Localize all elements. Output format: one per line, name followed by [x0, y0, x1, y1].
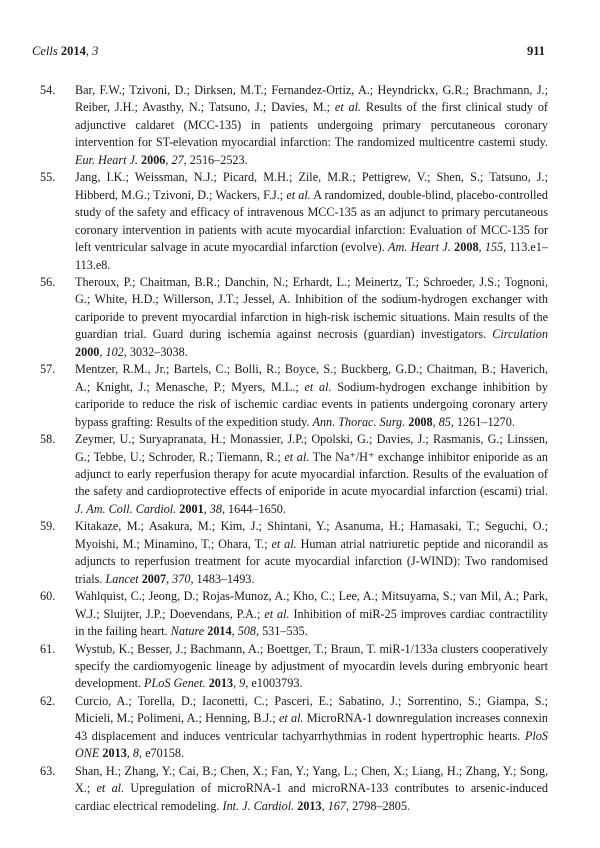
reference-volume: 167 — [327, 798, 346, 813]
journal-name: Cells — [32, 44, 58, 58]
reference-year: 2006 — [141, 152, 166, 167]
reference-title: Inhibition of miR-25 improves cardiac contractility in the failing heart. — [75, 606, 548, 639]
reference-journal: Ann. Thorac. Surg. — [312, 414, 406, 429]
reference-item: 59. Kitakaze, M.; Asakura, M.; Kim, J.; Shintani, Y.; Asanuma, H.; Hamasaki, T.; Seguchi, O.; Myoishi, M.; Minamino, T.; Ohara, T.; et al. Human atrial natriuretic peptide and nicorandil as adjuncts to reperfusion treatment for acute myocardial infarction (J-WIND): Two randomised trials. Lancet 2007, 370, 1483–1493. — [40, 519, 548, 586]
reference-et-al: et al. — [334, 100, 362, 115]
reference-item: 54. Bar, F.W.; Tzivoni, D.; Dirksen, M.T.; Fernandez-Ortiz, A.; Heyndrickx, G.R.; Brachmann, J.; Reiber, J.H.; Avasthy, N.; Tatsuno, J.; Davies, M.; et al. Results of the first clinical study of adjunctive caldaret (MCC-135) in patients undergoing primary percutaneous coronary intervention for ST-elevation myocardial infarction: The randomized multicentre castemi study. Eur. Heart J. 2006, 27, 2516–2523. — [40, 83, 548, 167]
reference-et-al: et al. — [286, 187, 311, 202]
reference-et-al: et al. — [278, 711, 304, 726]
reference-number: 58. — [40, 432, 56, 447]
reference-volume: 27 — [171, 152, 184, 167]
reference-year: 2008 — [454, 240, 479, 255]
reference-authors: Bar, F.W.; Tzivoni, D.; Dirksen, M.T.; Fernandez-Ortiz, A.; Heyndrickx, G.R.; Brachmann, J.; Reiber, J.H.; Avasthy, N.; Tatsuno, J.; Davies, M.; — [75, 83, 548, 115]
reference-year: 2008 — [408, 414, 433, 429]
reference-volume: 508 — [237, 624, 256, 639]
reference-title: Upregulation of microRNA-1 and microRNA-133 contributes to arsenic-induced cardiac electrical remodeling. — [75, 781, 548, 813]
reference-volume: 85 — [438, 414, 451, 429]
reference-authors: Zeymer, U.; Suryapranata, H.; Monassier, J.P.; Opolski, G.; Davies, J.; Rasmanis, G.; Linssen, G.; Tebbe, U.; Schroder, R.; Tiemann, R.; — [75, 432, 548, 464]
reference-journal: Lancet — [105, 571, 139, 586]
reference-pages: , 113.e1–113.e8. — [75, 240, 548, 272]
reference-number: 55. — [40, 170, 56, 185]
reference-journal: PloS ONE — [75, 728, 548, 761]
reference-volume: 8 — [132, 746, 139, 761]
reference-journal: Eur. Heart J. — [75, 152, 138, 167]
reference-number: 54. — [40, 83, 56, 97]
reference-volume: 102 — [105, 344, 124, 359]
reference-number: 61. — [40, 641, 56, 656]
reference-number: 63. — [40, 763, 56, 778]
reference-item: 55. Jang, I.K.; Weissman, N.J.; Picard, M.H.; Zile, M.R.; Pettigrew, V.; Shen, S.; Tatsuno, J.; Hibberd, M.G.; Tzivoni, D.; Wackers, F.J.; et al. A randomized, double-blind, placebo-controlled study of the safety and efficacy of intravenous MCC-135 as an adjunct to primary percutaneous coronary intervention in patients with acute myocardial infarction: Evaluation of MCC-135 for left ventricular salvage in acute myocardial infarction (evolve). Am. Heart J. 2008, 155, 113.e1–113.e8. — [40, 170, 548, 272]
reference-volume: 9 — [239, 676, 246, 691]
reference-volume: 155 — [484, 240, 504, 255]
reference-title: MicroRNA-1 downregulation increases connexin 43 displacement and induces ventricular tachyarrhythmias in rodent hypertrophic hearts. — [75, 711, 549, 743]
reference-authors: Jang, I.K.; Weissman, N.J.; Picard, M.H.; Zile, M.R.; Pettigrew, V.; Shen, S.; Tatsuno, J.; Hibberd, M.G.; Tzivoni, D.; Wackers, F.J.; — [75, 170, 548, 202]
reference-number: 62. — [40, 693, 56, 708]
reference-item: 58. Zeymer, U.; Suryapranata, H.; Monassier, J.P.; Opolski, G.; Davies, J.; Rasmanis, G.; Linssen, G.; Tebbe, U.; Schroder, R.; Tiemann, R.; et al. The Na⁺/H⁺ exchange inhibitor eniporide as an adjunct to early reperfusion therapy for acute myocardial infarction. Results of the evaluation of the safety and cardioprotective effects of eniporide in acute myocardial infarction (escami) trial. J. Am. Coll. Cardiol. 2001, 38, 1644–1650. — [40, 432, 548, 516]
reference-item: 61. Wystub, K.; Besser, J.; Bachmann, A.; Boettger, T.; Braun, T. miR-1/133a clusters cooperatively specify the cardiomyogenic lineage by adjustment of myocardin levels during embryonic heart development. PLoS Genet. 2013, 9, e1003793. — [40, 641, 548, 691]
reference-journal: Am. Heart J. — [388, 240, 451, 255]
journal-year: 2014 — [60, 44, 86, 58]
page-number: 911 — [526, 44, 545, 58]
reference-authors: Wystub, K.; Besser, J.; Bachmann, A.; Boettger, T.; Braun, T. — [75, 641, 377, 656]
reference-et-al: et al. — [304, 379, 332, 394]
reference-item: 62. Curcio, A.; Torella, D.; Iaconetti, C.; Pasceri, E.; Sabatino, J.; Sorrentino, S.; Giampa, S.; Micieli, M.; Polimeni, A.; Henning, B.J.; et al. MicroRNA-1 downregulation increases connexin 43 displacement and induces ventricular tachyarrhythmias in rodent hypertrophic hearts. PloS ONE 2013, 8, e70158. — [40, 693, 549, 761]
reference-year: 2013 — [102, 746, 127, 761]
reference-et-al: et al. — [271, 536, 297, 551]
reference-year: 2007 — [141, 571, 167, 586]
reference-number: 56. — [40, 274, 56, 289]
reference-number: 59. — [40, 519, 56, 534]
reference-item: 57. Mentzer, R.M., Jr.; Bartels, C.; Bolli, R.; Boyce, S.; Buckberg, G.D.; Chaitman, B.; Haverich, A.; Knight, J.; Menasche, P.; Myers, M.L.; et al. Sodium-hydrogen exchange inhibition by cariporide to reduce the risk of ischemic cardiac events in patients undergoing coronary artery bypass grafting: Results of the expedition study. Ann. Thorac. Surg. 2008, 85, 1261–1270. — [40, 362, 548, 429]
reference-year: 2001 — [179, 501, 204, 516]
reference-title: Inhibition of the sodium-hydrogen exchanger with cariporide to prevent myocardial infarction in high-risk ischemic situations. Main results of the guardian trial. Guard during ischemia against necrosis (guardian) investigators. — [75, 292, 548, 342]
reference-et-al: et al. — [96, 781, 125, 796]
reference-journal: Int. J. Cardiol. — [222, 798, 295, 813]
reference-journal: Nature — [170, 624, 205, 639]
reference-year: 2013 — [297, 798, 322, 813]
reference-pages: , 531–535. — [255, 624, 308, 639]
reference-authors: Theroux, P.; Chaitman, B.R.; Danchin, N.; Erhardt, L.; Meinertz, T.; Schroeder, J.S.; Tognoni, G.; White, H.D.; Willerson, J.T.; Jessel, A. — [75, 274, 548, 307]
reference-year: 2013 — [208, 676, 234, 691]
reference-title: Human atrial natriuretic peptide and nicorandil as adjuncts to reperfusion treatment for acute myocardial infarction (J-WIND): Two randomised trials. — [75, 536, 548, 586]
reference-pages: , e70158. — [138, 746, 185, 761]
reference-list — [40, 82, 548, 815]
reference-et-al: et al. — [284, 449, 310, 464]
reference-authors: Mentzer, R.M., Jr.; Bartels, C.; Bolli, R.; Boyce, S.; Buckberg, G.D.; Chaitman, B.; Haverich, A.; Knight, J.; Menasche, P.; Myers, M.L.; — [75, 362, 548, 394]
reference-year: 2000 — [75, 344, 100, 359]
reference-journal: PLoS Genet. — [144, 676, 206, 691]
reference-pages: , e1003793. — [245, 676, 303, 691]
reference-number: 60. — [40, 589, 56, 604]
reference-journal: Circulation — [492, 327, 548, 342]
reference-title: Results of the first clinical study of adjunctive caldaret (MCC-135) in patients undergoing primary percutaneous coronary intervention for ST-elevation myocardial infarction: The randomized multicentre castemi study. — [75, 100, 548, 150]
reference-authors: Kitakaze, M.; Asakura, M.; Kim, J.; Shintani, Y.; Asanuma, H.; Hamasaki, T.; Seguchi, O.; Myoishi, M.; Minamino, T.; Ohara, T.; — [75, 519, 548, 551]
reference-item: 56. Theroux, P.; Chaitman, B.R.; Danchin, N.; Erhardt, L.; Meinertz, T.; Schroeder, J.S.; Tognoni, G.; White, H.D.; Willerson, J.T.; Jessel, A. Inhibition of the sodium-hydrogen exchanger with cariporide to prevent myocardial infarction in high-risk ischemic situations. Main results of the guardian trial. Guard during ischemia against necrosis (guardian) investigators. Circulation 2000, 102, 3032–3038. — [40, 274, 548, 359]
reference-pages: , 2516–2523. — [183, 152, 248, 167]
reference-authors: Wahlquist, C.; Jeong, D.; Rojas-Munoz, A.; Kho, C.; Lee, A.; Mitsuyama, S.; van Mil, A.; Park, W.J.; Sluijter, J.P.; Doevendans, P.A.; — [75, 589, 548, 621]
journal-volume: 3 — [92, 44, 99, 58]
reference-authors: Shan, H.; Zhang, Y.; Cai, B.; Chen, X.; Fan, Y.; Yang, L.; Chen, X.; Liang, H.; Zhang, Y.; Song, X.; — [75, 763, 548, 796]
page-header — [32, 44, 545, 60]
reference-volume: 370 — [172, 571, 191, 586]
reference-et-al: et al. — [264, 606, 290, 621]
reference-pages: , 3032–3038. — [123, 344, 188, 359]
reference-number: 57. — [40, 362, 56, 377]
running-head: Cells 2014, 3 — [32, 44, 99, 58]
reference-volume: 38 — [209, 501, 222, 516]
reference-pages: , 1483–1493. — [190, 571, 255, 586]
reference-title: A randomized, double-blind, placebo-controlled study of the safety and efficacy of intravenous MCC-135 as an adjunct to primary percutaneous coronary intervention in patients with acute myocardial infarction: Evaluation of MCC-135 for left ventricular salvage in acute myocardial infarction (evolve). — [75, 187, 548, 255]
reference-title: Sodium-hydrogen exchange inhibition by cariporide to reduce the risk of ischemic cardiac events in patients undergoing coronary artery bypass grafting: Results of the expedition study. — [75, 379, 548, 429]
reference-pages: , 1644–1650. — [221, 501, 286, 516]
reference-pages: , 1261–1270. — [450, 414, 515, 429]
reference-title: miR-1/133a clusters cooperatively specify the cardiomyogenic lineage by adjustment of myocardin levels during embryonic heart development. — [75, 641, 548, 691]
reference-item: 63. Shan, H.; Zhang, Y.; Cai, B.; Chen, X.; Fan, Y.; Yang, L.; Chen, X.; Liang, H.; Zhang, Y.; Song, X.; et al. Upregulation of microRNA-1 and microRNA-133 contributes to arsenic-induced cardiac electrical remodeling. Int. J. Cardiol. 2013, 167, 2798–2805. — [40, 763, 548, 813]
reference-year: 2014 — [207, 624, 232, 639]
reference-pages: , 2798–2805. — [345, 798, 410, 813]
reference-title: The Na⁺/H⁺ exchange inhibitor eniporide as an adjunct to early reperfusion therapy for acute myocardial infarction. Results of the evaluation of the safety and cardioprotective effects of eniporide in acute myocardial infarction (escami) trial. — [75, 449, 548, 499]
reference-journal: J. Am. Coll. Cardiol. — [75, 501, 177, 516]
reference-authors: Curcio, A.; Torella, D.; Iaconetti, C.; Pasceri, E.; Sabatino, J.; Sorrentino, S.; Giampa, S.; Micieli, M.; Polimeni, A.; Henning, B.J.; — [75, 693, 548, 726]
reference-item: 60. Wahlquist, C.; Jeong, D.; Rojas-Munoz, A.; Kho, C.; Lee, A.; Mitsuyama, S.; van Mil, A.; Park, W.J.; Sluijter, J.P.; Doevendans, P.A.; et al. Inhibition of miR-25 improves cardiac contractility in the failing heart. Nature 2014, 508, 531–535. — [40, 589, 548, 639]
